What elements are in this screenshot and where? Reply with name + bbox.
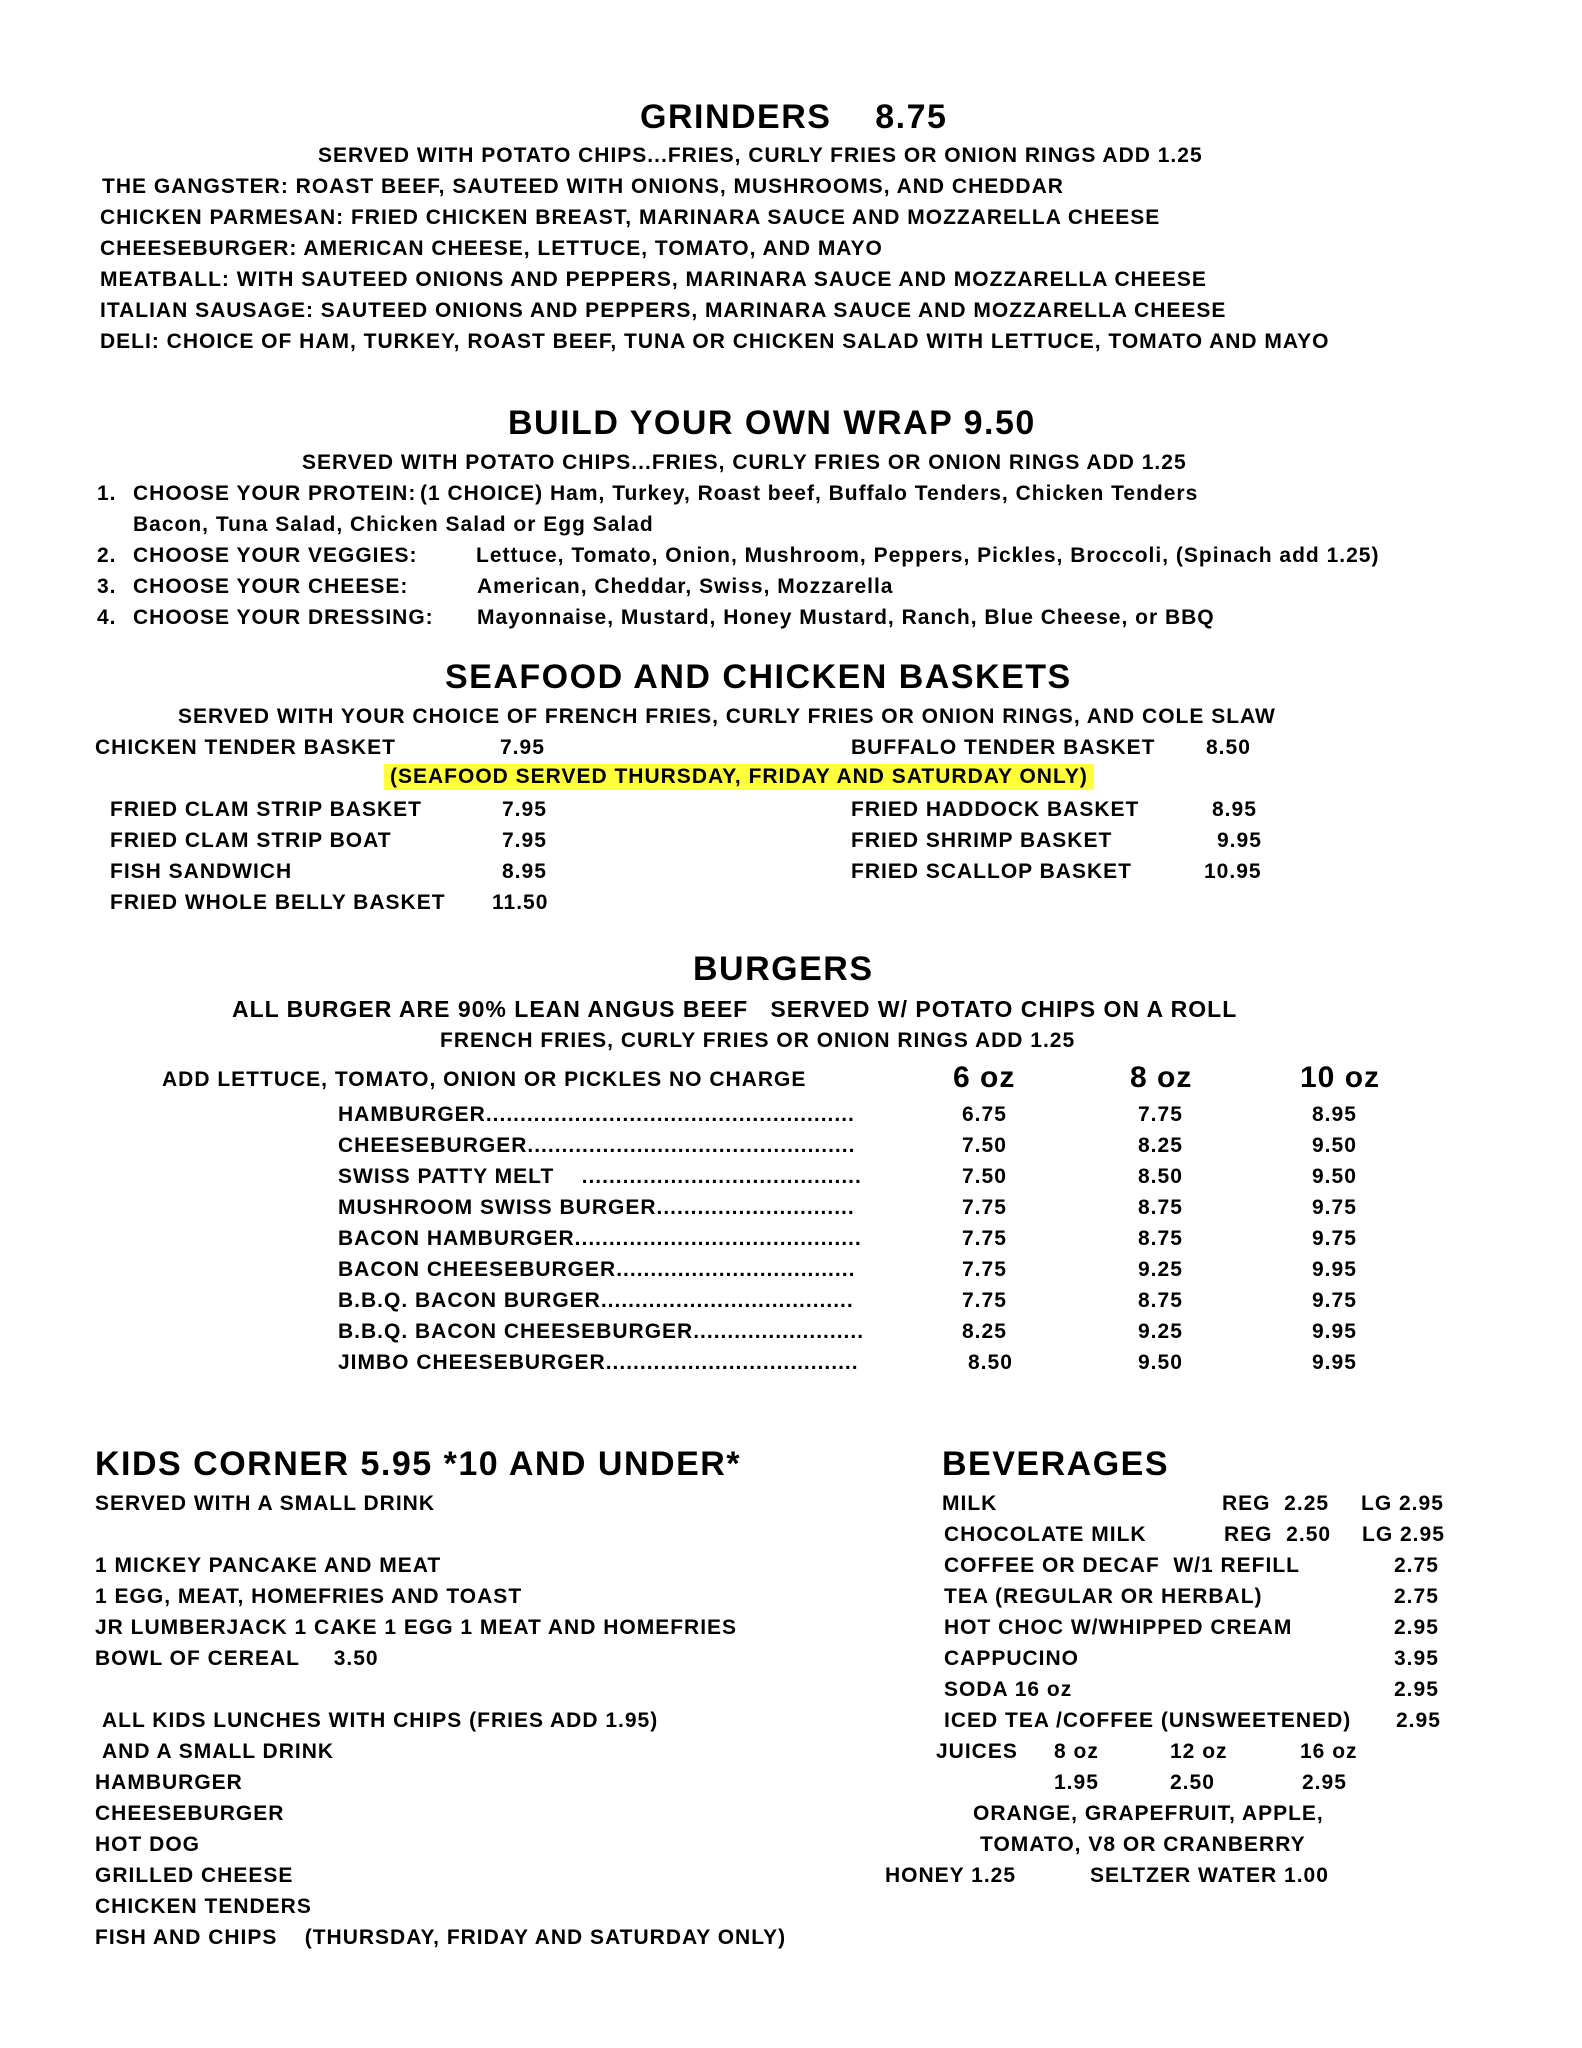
basket-item-name: BUFFALO TENDER BASKET xyxy=(851,736,1156,759)
basket-item-name: FRIED CLAM STRIP BASKET xyxy=(110,798,422,821)
juice-size: 16 oz xyxy=(1300,1740,1358,1763)
wrap-step-label: CHOOSE YOUR CHEESE: xyxy=(133,575,409,598)
burger-price-10oz: 9.75 xyxy=(1312,1289,1357,1312)
burger-name: HAMBURGER...................................................... xyxy=(338,1103,855,1126)
burger-name: SWISS PATTY MELT ......................................... xyxy=(338,1165,862,1188)
size-header: 10 oz xyxy=(1300,1061,1381,1094)
burger-price-10oz: 8.95 xyxy=(1312,1103,1357,1126)
burger-price-6oz: 7.75 xyxy=(962,1196,1007,1219)
basket-item-price: 10.95 xyxy=(1204,860,1262,883)
wrap-step-label: CHOOSE YOUR PROTEIN: xyxy=(133,482,417,505)
burgers-subtitle: FRENCH FRIES, CURLY FRIES OR ONION RINGS ADD 1.25 xyxy=(440,1029,1076,1052)
basket-item-price: 7.95 xyxy=(502,829,547,852)
beverage-price: 2.95 xyxy=(1394,1678,1439,1701)
beverage-name: CAPPUCINO xyxy=(944,1647,1080,1670)
juice-flavors: ORANGE, GRAPEFRUIT, APPLE, xyxy=(973,1802,1324,1825)
grinders-item: THE GANGSTER: ROAST BEEF, SAUTEED WITH ONIONS, MUSHROOMS, AND CHEDDAR xyxy=(102,175,1064,198)
beverage-price: 3.95 xyxy=(1394,1647,1439,1670)
beverage-name: HOT CHOC W/WHIPPED CREAM xyxy=(944,1616,1293,1639)
burger-price-10oz: 9.50 xyxy=(1312,1165,1357,1188)
beverage-name: SODA 16 oz xyxy=(944,1678,1073,1701)
burger-price-8oz: 8.75 xyxy=(1138,1227,1183,1250)
juice-price: 2.95 xyxy=(1302,1771,1347,1794)
beverage-reg-price: REG 2.50 xyxy=(1224,1523,1332,1546)
grinders-item: CHEESEBURGER: AMERICAN CHEESE, LETTUCE, TOMATO, AND MAYO xyxy=(100,237,883,260)
beverage-price: 2.75 xyxy=(1394,1585,1439,1608)
beverage-name: COFFEE OR DECAF W/1 REFILL xyxy=(944,1554,1300,1577)
grinders-subtitle: SERVED WITH POTATO CHIPS...FRIES, CURLY FRIES OR ONION RINGS ADD 1.25 xyxy=(318,144,1203,167)
basket-item-name: FRIED HADDOCK BASKET xyxy=(851,798,1140,821)
beverage-price: 2.95 xyxy=(1396,1709,1441,1732)
basket-item-name: FISH SANDWICH xyxy=(110,860,293,883)
beverage-reg-price: REG 2.25 xyxy=(1222,1492,1330,1515)
beverage-lg-price: LG 2.95 xyxy=(1362,1523,1445,1546)
kids-item: 1 EGG, MEAT, HOMEFRIES AND TOAST xyxy=(95,1585,523,1608)
burger-price-10oz: 9.95 xyxy=(1312,1258,1357,1281)
size-header: 6 oz xyxy=(953,1061,1016,1094)
kids-lunch-item: CHEESEBURGER xyxy=(95,1802,285,1825)
wrap-step-num: 1. xyxy=(97,482,117,505)
grinders-item: DELI: CHOICE OF HAM, TURKEY, ROAST BEEF, TUNA OR CHICKEN SALAD WITH LETTUCE, TOMATO AND MAYO xyxy=(100,330,1330,353)
juice-size: 8 oz xyxy=(1054,1740,1099,1763)
burger-price-6oz: 7.75 xyxy=(962,1227,1007,1250)
burger-price-6oz: 7.50 xyxy=(962,1134,1007,1157)
size-header: 8 oz xyxy=(1130,1061,1193,1094)
burger-price-8oz: 8.50 xyxy=(1138,1165,1183,1188)
burger-price-8oz: 9.25 xyxy=(1138,1320,1183,1343)
kids-item: 1 MICKEY PANCAKE AND MEAT xyxy=(95,1554,442,1577)
beverage-price: 2.95 xyxy=(1394,1616,1439,1639)
burger-price-6oz: 7.75 xyxy=(962,1289,1007,1312)
burger-name: B.B.Q. BACON BURGER..................................... xyxy=(338,1289,854,1312)
burger-name: CHEESEBURGER................................................ xyxy=(338,1134,856,1157)
kids-item: BOWL OF CEREAL 3.50 xyxy=(95,1647,379,1670)
baskets-subtitle: SERVED WITH YOUR CHOICE OF FRENCH FRIES, CURLY FRIES OR ONION RINGS, AND COLE SLAW xyxy=(178,705,1276,728)
kids-lunch-item: HOT DOG xyxy=(95,1833,200,1856)
burger-price-10oz: 9.95 xyxy=(1312,1320,1357,1343)
burger-price-8oz: 8.75 xyxy=(1138,1289,1183,1312)
juice-price: 1.95 xyxy=(1054,1771,1099,1794)
juice-flavors: TOMATO, V8 OR CRANBERRY xyxy=(980,1833,1306,1856)
wrap-step-options: Bacon, Tuna Salad, Chicken Salad or Egg Salad xyxy=(133,513,654,536)
beverage-name: ICED TEA /COFFEE (UNSWEETENED) xyxy=(944,1709,1352,1732)
burger-price-6oz: 7.75 xyxy=(962,1258,1007,1281)
grinders-item: ITALIAN SAUSAGE: SAUTEED ONIONS AND PEPPERS, MARINARA SAUCE AND MOZZARELLA CHEESE xyxy=(100,299,1227,322)
basket-item-name: FRIED CLAM STRIP BOAT xyxy=(110,829,392,852)
burgers-title: BURGERS xyxy=(693,950,874,988)
grinders-item: CHICKEN PARMESAN: FRIED CHICKEN BREAST, MARINARA SAUCE AND MOZZARELLA CHEESE xyxy=(100,206,1161,229)
basket-item-name: FRIED WHOLE BELLY BASKET xyxy=(110,891,446,914)
basket-item-price: 11.50 xyxy=(492,891,549,914)
juices-label: JUICES xyxy=(936,1740,1018,1763)
wrap-step-num: 4. xyxy=(97,606,117,629)
wrap-step-num: 3. xyxy=(97,575,117,598)
wrap-step-options: Mayonnaise, Mustard, Honey Mustard, Ranch, Blue Cheese, or BBQ xyxy=(477,606,1215,629)
wrap-subtitle: SERVED WITH POTATO CHIPS...FRIES, CURLY FRIES OR ONION RINGS ADD 1.25 xyxy=(302,451,1187,474)
kids-item: JR LUMBERJACK 1 CAKE 1 EGG 1 MEAT AND HOMEFRIES xyxy=(95,1616,738,1639)
burger-price-6oz: 8.50 xyxy=(968,1351,1013,1374)
burger-name: B.B.Q. BACON CHEESEBURGER......................... xyxy=(338,1320,865,1343)
kids-title: KIDS CORNER 5.95 *10 AND UNDER* xyxy=(95,1445,742,1483)
kids-lunch-note: ALL KIDS LUNCHES WITH CHIPS (FRIES ADD 1.95) xyxy=(102,1709,659,1732)
burgers-subtitle: ALL BURGER ARE 90% LEAN ANGUS BEEF SERVED W/ POTATO CHIPS ON A ROLL xyxy=(232,996,1238,1022)
baskets-title: SEAFOOD AND CHICKEN BASKETS xyxy=(445,658,1072,696)
grinders-item: MEATBALL: WITH SAUTEED ONIONS AND PEPPERS, MARINARA SAUCE AND MOZZARELLA CHEESE xyxy=(100,268,1207,291)
seltzer-price: SELTZER WATER 1.00 xyxy=(1090,1864,1329,1887)
seafood-notice: (SEAFOOD SERVED THURSDAY, FRIDAY AND SATURDAY ONLY) xyxy=(384,764,1094,790)
burger-price-10oz: 9.50 xyxy=(1312,1134,1357,1157)
juice-price: 2.50 xyxy=(1170,1771,1215,1794)
burger-price-6oz: 6.75 xyxy=(962,1103,1007,1126)
burger-price-10oz: 9.75 xyxy=(1312,1196,1357,1219)
beverage-name: MILK xyxy=(942,1492,998,1515)
burger-price-8oz: 9.50 xyxy=(1138,1351,1183,1374)
kids-lunch-item: FISH AND CHIPS (THURSDAY, FRIDAY AND SATURDAY ONLY) xyxy=(95,1926,787,1949)
basket-item-price: 7.95 xyxy=(502,798,547,821)
wrap-step-options: Lettuce, Tomato, Onion, Mushroom, Peppers, Pickles, Broccoli, (Spinach add 1.25) xyxy=(476,544,1380,567)
basket-item-name: FRIED SCALLOP BASKET xyxy=(851,860,1132,883)
burger-price-8oz: 8.75 xyxy=(1138,1196,1183,1219)
kids-lunch-item: GRILLED CHEESE xyxy=(95,1864,294,1887)
burger-price-6oz: 8.25 xyxy=(962,1320,1007,1343)
basket-item-price: 8.95 xyxy=(1212,798,1257,821)
honey-price: HONEY 1.25 xyxy=(885,1864,1017,1887)
wrap-title: BUILD YOUR OWN WRAP 9.50 xyxy=(508,404,1036,442)
burger-name: BACON CHEESEBURGER................................... xyxy=(338,1258,856,1281)
beverage-name: CHOCOLATE MILK xyxy=(944,1523,1147,1546)
burger-price-8oz: 9.25 xyxy=(1138,1258,1183,1281)
burger-price-10oz: 9.75 xyxy=(1312,1227,1357,1250)
burger-name: JIMBO CHEESEBURGER..................................... xyxy=(338,1351,859,1374)
basket-item-name: CHICKEN TENDER BASKET xyxy=(95,736,397,759)
kids-lunch-item: HAMBURGER xyxy=(95,1771,243,1794)
basket-item-name: FRIED SHRIMP BASKET xyxy=(851,829,1113,852)
wrap-step-label: CHOOSE YOUR DRESSING: xyxy=(133,606,434,629)
burger-name: BACON HAMBURGER.......................................... xyxy=(338,1227,862,1250)
basket-item-price: 7.95 xyxy=(500,736,545,759)
wrap-step-label: CHOOSE YOUR VEGGIES: xyxy=(133,544,418,567)
basket-item-price: 8.50 xyxy=(1206,736,1251,759)
beverage-name: TEA (REGULAR OR HERBAL) xyxy=(944,1585,1263,1608)
kids-subtitle: SERVED WITH A SMALL DRINK xyxy=(95,1492,436,1515)
burger-price-10oz: 9.95 xyxy=(1312,1351,1357,1374)
burgers-note: ADD LETTUCE, TOMATO, ONION OR PICKLES NO CHARGE xyxy=(162,1068,807,1091)
burger-price-8oz: 7.75 xyxy=(1138,1103,1183,1126)
kids-lunch-item: CHICKEN TENDERS xyxy=(95,1895,312,1918)
beverages-title: BEVERAGES xyxy=(942,1445,1169,1483)
burger-price-8oz: 8.25 xyxy=(1138,1134,1183,1157)
burger-price-6oz: 7.50 xyxy=(962,1165,1007,1188)
burger-name: MUSHROOM SWISS BURGER............................. xyxy=(338,1196,855,1219)
beverage-price: 2.75 xyxy=(1394,1554,1439,1577)
juice-size: 12 oz xyxy=(1170,1740,1228,1763)
kids-lunch-note: AND A SMALL DRINK xyxy=(102,1740,335,1763)
basket-item-price: 8.95 xyxy=(502,860,547,883)
wrap-step-options: American, Cheddar, Swiss, Mozzarella xyxy=(477,575,894,598)
grinders-title: GRINDERS 8.75 xyxy=(640,98,948,136)
wrap-step-num: 2. xyxy=(97,544,117,567)
beverage-lg-price: LG 2.95 xyxy=(1361,1492,1444,1515)
wrap-step-options: (1 CHOICE) Ham, Turkey, Roast beef, Buffalo Tenders, Chicken Tenders xyxy=(420,482,1199,505)
basket-item-price: 9.95 xyxy=(1217,829,1262,852)
